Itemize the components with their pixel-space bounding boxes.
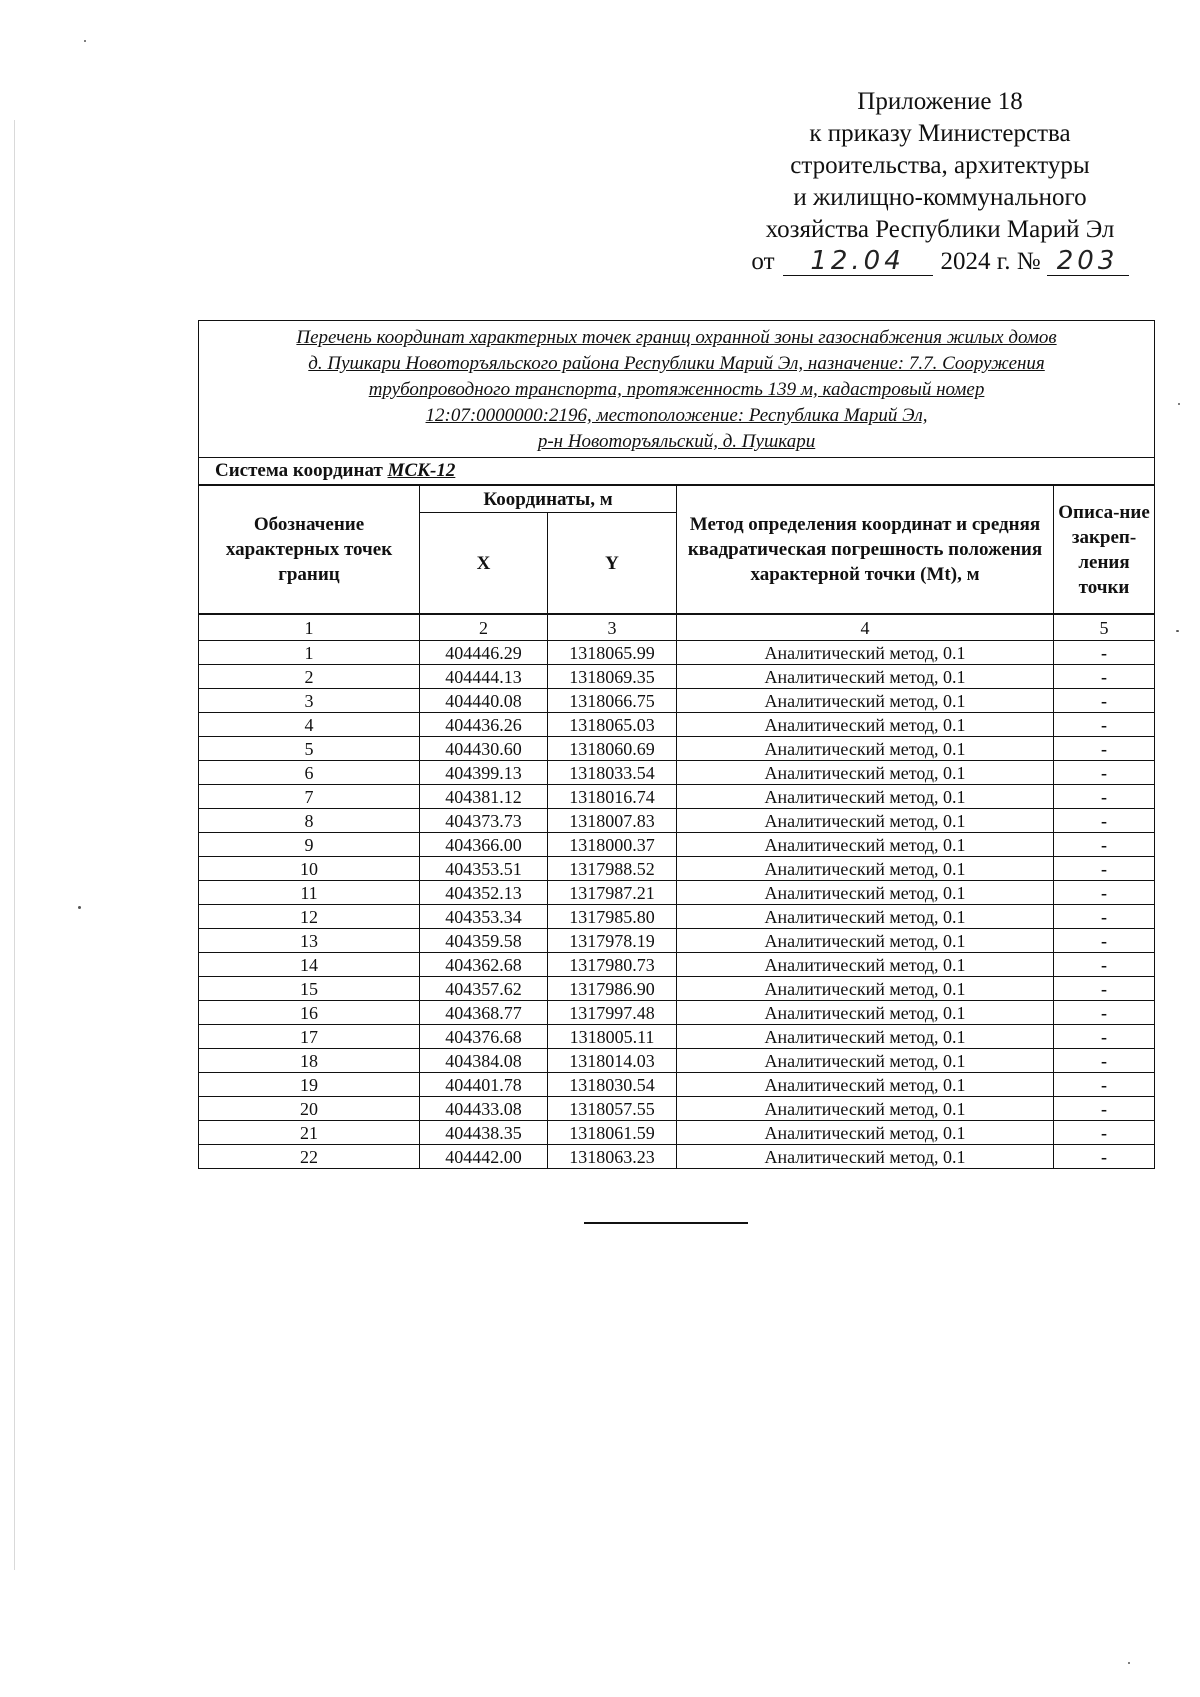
description-cell: - (1054, 785, 1155, 809)
coord-x-cell: 404384.08 (420, 1049, 548, 1073)
coord-x-cell: 404368.77 (420, 1001, 548, 1025)
description-cell: - (1054, 1073, 1155, 1097)
header-line: хозяйства Республики Марий Эл (765, 216, 1115, 243)
coord-x-cell: 404430.60 (420, 737, 548, 761)
coord-x-cell: 404381.12 (420, 785, 548, 809)
description-cell: - (1054, 761, 1155, 785)
method-cell: Аналитический метод, 0.1 (677, 1121, 1054, 1145)
table-row (199, 905, 1155, 929)
point-number-cell: 19 (199, 1073, 420, 1097)
description-cell: - (1054, 713, 1155, 737)
table-row (199, 1073, 1155, 1097)
method-cell: Аналитический метод, 0.1 (677, 1073, 1054, 1097)
year-number-label: 2024 г. № (940, 248, 1041, 275)
description-cell: - (1054, 833, 1155, 857)
method-cell: Аналитический метод, 0.1 (677, 689, 1054, 713)
column-number: 3 (548, 614, 677, 641)
description-cell: - (1054, 857, 1155, 881)
method-cell: Аналитический метод, 0.1 (677, 857, 1054, 881)
title-line: д. Пушкари Новоторъяльского района Республики Марий Эл, назначение: 7.7. Сооружения (308, 353, 1045, 374)
title-line: 12:07:0000000:2196, местоположение: Республика Марий Эл, (425, 405, 928, 426)
description-cell: - (1054, 929, 1155, 953)
coord-y-cell: 1317986.90 (548, 977, 677, 1001)
table-row (199, 1025, 1155, 1049)
coord-y-cell: 1318065.03 (548, 713, 677, 737)
coord-x-cell: 404401.78 (420, 1073, 548, 1097)
table-row (199, 1001, 1155, 1025)
table-row (199, 761, 1155, 785)
coord-x-cell: 404376.68 (420, 1025, 548, 1049)
description-cell: - (1054, 1049, 1155, 1073)
coord-y-cell: 1317987.21 (548, 881, 677, 905)
table-row (199, 665, 1155, 689)
method-cell: Аналитический метод, 0.1 (677, 881, 1054, 905)
description-cell: - (1054, 1001, 1155, 1025)
coord-y-cell: 1318065.99 (548, 641, 677, 665)
coord-y-cell: 1317985.80 (548, 905, 677, 929)
header-coordinates: Координаты, м (420, 485, 677, 513)
header-line: и жилищно-коммунального (793, 184, 1087, 211)
scan-speck (1176, 630, 1179, 632)
point-number-cell: 2 (199, 665, 420, 689)
table-row (199, 833, 1155, 857)
point-number-cell: 21 (199, 1121, 420, 1145)
appendix-header (700, 86, 1180, 278)
coord-x-cell: 404353.34 (420, 905, 548, 929)
method-cell: Аналитический метод, 0.1 (677, 953, 1054, 977)
description-cell: - (1054, 665, 1155, 689)
coord-x-cell: 404357.62 (420, 977, 548, 1001)
description-cell: - (1054, 737, 1155, 761)
table-row (199, 857, 1155, 881)
coord-y-cell: 1318066.75 (548, 689, 677, 713)
point-number-cell: 17 (199, 1025, 420, 1049)
coord-y-cell: 1318005.11 (548, 1025, 677, 1049)
coord-y-cell: 1318063.23 (548, 1145, 677, 1169)
coord-y-cell: 1318016.74 (548, 785, 677, 809)
coord-x-cell: 404438.35 (420, 1121, 548, 1145)
point-number-cell: 1 (199, 641, 420, 665)
table-row (199, 1145, 1155, 1169)
coord-y-cell: 1318057.55 (548, 1097, 677, 1121)
description-cell: - (1054, 881, 1155, 905)
coord-x-cell: 404442.00 (420, 1145, 548, 1169)
coord-x-cell: 404433.08 (420, 1097, 548, 1121)
column-number: 5 (1054, 614, 1155, 641)
method-cell: Аналитический метод, 0.1 (677, 665, 1054, 689)
coordinate-system-row (199, 458, 1155, 486)
point-number-cell: 6 (199, 761, 420, 785)
point-number-cell: 15 (199, 977, 420, 1001)
coord-x-cell: 404373.73 (420, 809, 548, 833)
coord-y-cell: 1318060.69 (548, 737, 677, 761)
point-number-cell: 12 (199, 905, 420, 929)
description-cell: - (1054, 641, 1155, 665)
header-method: Метод определения координат и средняя квадратическая погрешность положения характерной точки (Mt), м (677, 485, 1054, 614)
coord-x-cell: 404399.13 (420, 761, 548, 785)
header-line: к приказу Министерства (809, 120, 1071, 147)
table-title (199, 321, 1155, 458)
description-cell: - (1054, 809, 1155, 833)
coord-x-cell: 404353.51 (420, 857, 548, 881)
column-number: 4 (677, 614, 1054, 641)
header-line: Приложение 18 (857, 88, 1023, 115)
coord-y-cell: 1318033.54 (548, 761, 677, 785)
point-number-cell: 14 (199, 953, 420, 977)
point-number-cell: 8 (199, 809, 420, 833)
header-point: Обозначение характерных точек границ (199, 485, 420, 614)
table-row (199, 881, 1155, 905)
coordinates-table (198, 320, 1155, 1169)
point-number-cell: 4 (199, 713, 420, 737)
point-number-cell: 5 (199, 737, 420, 761)
method-cell: Аналитический метод, 0.1 (677, 1097, 1054, 1121)
scan-speck (1178, 403, 1180, 405)
coordinate-system-code: МСК-12 (387, 460, 456, 481)
coord-y-cell: 1318030.54 (548, 1073, 677, 1097)
column-number: 1 (199, 614, 420, 641)
point-number-cell: 22 (199, 1145, 420, 1169)
scan-speck (1128, 1662, 1130, 1664)
coord-x-cell: 404436.26 (420, 713, 548, 737)
coord-x-cell: 404359.58 (420, 929, 548, 953)
method-cell: Аналитический метод, 0.1 (677, 929, 1054, 953)
coord-x-cell: 404352.13 (420, 881, 548, 905)
title-line: р-н Новоторъяльский, д. Пушкари (537, 431, 816, 452)
description-cell: - (1054, 905, 1155, 929)
table-row (199, 929, 1155, 953)
table-row (199, 1121, 1155, 1145)
handwritten-date: 12.04 (783, 247, 933, 276)
table-row (199, 641, 1155, 665)
order-date-line (700, 246, 1180, 278)
column-number: 2 (420, 614, 548, 641)
coord-y-cell: 1318069.35 (548, 665, 677, 689)
date-prefix: от (751, 248, 775, 275)
scan-speck (78, 906, 81, 909)
table-row (199, 737, 1155, 761)
method-cell: Аналитический метод, 0.1 (677, 1001, 1054, 1025)
point-number-cell: 9 (199, 833, 420, 857)
coord-x-cell: 404446.29 (420, 641, 548, 665)
description-cell: - (1054, 1025, 1155, 1049)
title-line: Перечень координат характерных точек границ охранной зоны газоснабжения жилых домов (296, 327, 1057, 348)
header-description: Описа-ние закреп-ления точки (1054, 485, 1155, 614)
handwritten-order-number: 203 (1047, 247, 1129, 276)
coord-y-cell: 1317980.73 (548, 953, 677, 977)
coord-y-cell: 1318000.37 (548, 833, 677, 857)
closing-rule (584, 1222, 748, 1224)
header-x: X (420, 513, 548, 615)
method-cell: Аналитический метод, 0.1 (677, 977, 1054, 1001)
method-cell: Аналитический метод, 0.1 (677, 737, 1054, 761)
description-cell: - (1054, 1121, 1155, 1145)
method-cell: Аналитический метод, 0.1 (677, 785, 1054, 809)
coordinate-system-label: Система координат (215, 460, 383, 481)
table-row (199, 785, 1155, 809)
table-row (199, 809, 1155, 833)
coord-y-cell: 1318007.83 (548, 809, 677, 833)
coord-y-cell: 1318014.03 (548, 1049, 677, 1073)
column-number-row (199, 614, 1155, 641)
point-number-cell: 16 (199, 1001, 420, 1025)
header-y: Y (548, 513, 677, 615)
scan-edge-line (14, 120, 15, 1570)
coord-y-cell: 1317988.52 (548, 857, 677, 881)
method-cell: Аналитический метод, 0.1 (677, 1145, 1054, 1169)
coord-x-cell: 404440.08 (420, 689, 548, 713)
coord-x-cell: 404444.13 (420, 665, 548, 689)
method-cell: Аналитический метод, 0.1 (677, 713, 1054, 737)
method-cell: Аналитический метод, 0.1 (677, 905, 1054, 929)
method-cell: Аналитический метод, 0.1 (677, 809, 1054, 833)
table-row (199, 953, 1155, 977)
point-number-cell: 20 (199, 1097, 420, 1121)
method-cell: Аналитический метод, 0.1 (677, 761, 1054, 785)
scan-speck (84, 40, 86, 42)
description-cell: - (1054, 1097, 1155, 1121)
description-cell: - (1054, 977, 1155, 1001)
point-number-cell: 10 (199, 857, 420, 881)
point-number-cell: 13 (199, 929, 420, 953)
table-row (199, 977, 1155, 1001)
table-row (199, 1049, 1155, 1073)
description-cell: - (1054, 953, 1155, 977)
coord-y-cell: 1317997.48 (548, 1001, 677, 1025)
point-number-cell: 18 (199, 1049, 420, 1073)
point-number-cell: 3 (199, 689, 420, 713)
method-cell: Аналитический метод, 0.1 (677, 833, 1054, 857)
method-cell: Аналитический метод, 0.1 (677, 1025, 1054, 1049)
header-line: строительства, архитектуры (790, 152, 1090, 179)
coord-x-cell: 404366.00 (420, 833, 548, 857)
description-cell: - (1054, 1145, 1155, 1169)
table-row (199, 689, 1155, 713)
coord-y-cell: 1318061.59 (548, 1121, 677, 1145)
point-number-cell: 7 (199, 785, 420, 809)
description-cell: - (1054, 689, 1155, 713)
coord-y-cell: 1317978.19 (548, 929, 677, 953)
title-line: трубопроводного транспорта, протяженность 139 м, кадастровый номер (368, 379, 985, 400)
table-row (199, 713, 1155, 737)
table-row (199, 1097, 1155, 1121)
method-cell: Аналитический метод, 0.1 (677, 641, 1054, 665)
point-number-cell: 11 (199, 881, 420, 905)
method-cell: Аналитический метод, 0.1 (677, 1049, 1054, 1073)
coord-x-cell: 404362.68 (420, 953, 548, 977)
